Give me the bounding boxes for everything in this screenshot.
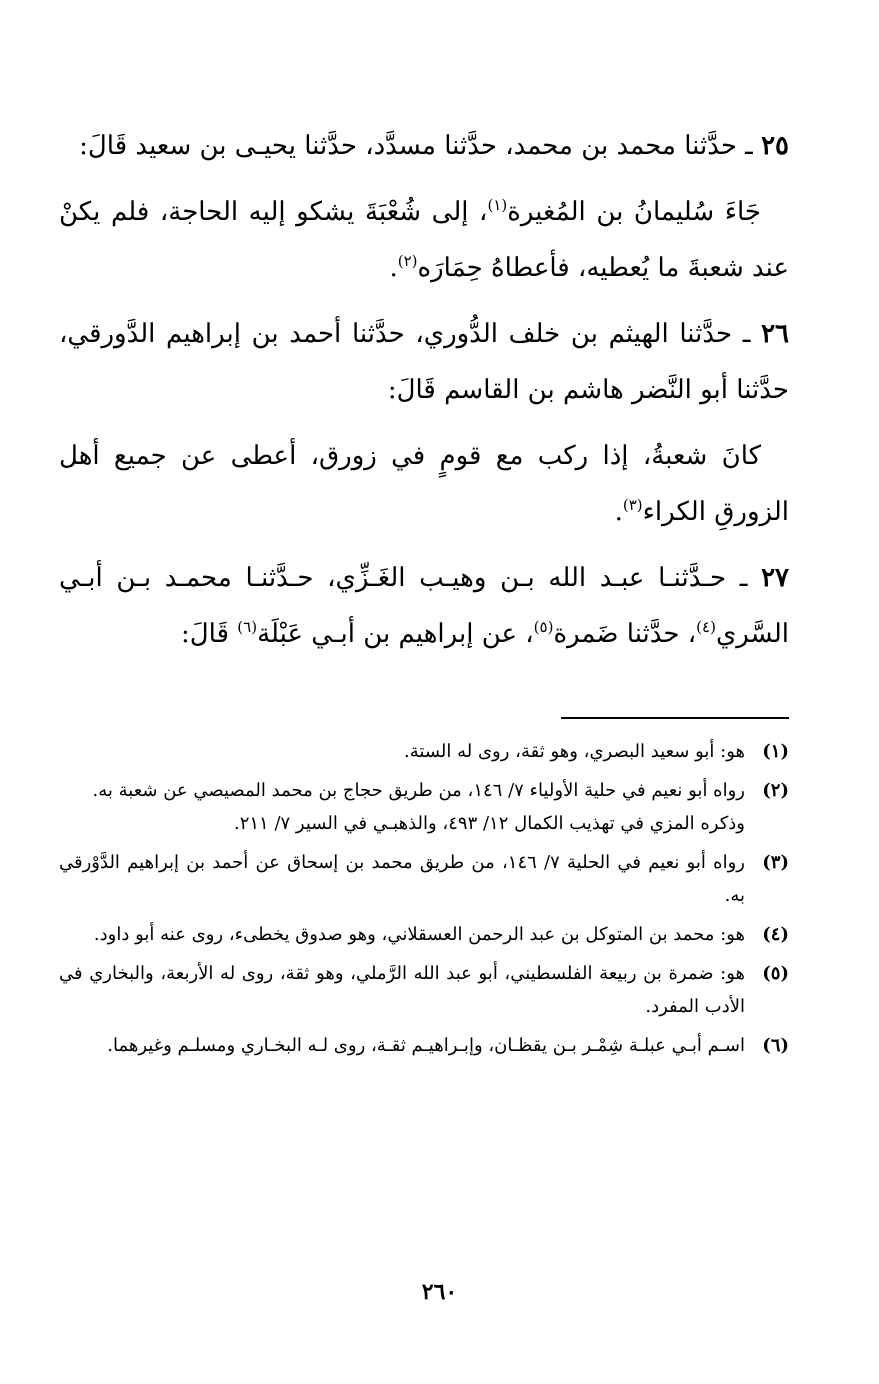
footnote-item (59, 846, 789, 912)
hadith-26-isnad (59, 306, 789, 418)
footnote-ref: (٣) (622, 496, 643, 514)
matn-text: جَاءَ سُليمانُ بن المُغيرة (507, 197, 761, 227)
hadith-number: ٢٦ (761, 319, 789, 349)
isnad-text: ـ حـدَّثنـا عبـد الله بـن وهيـب الغَـزِّي، حـدَّثنـا محمـد بـن أبـي السَّري (59, 563, 789, 649)
page-number: ٢٦٠ (421, 1279, 458, 1305)
isnad-end: قَالَ: (181, 619, 238, 649)
isnad-text: ، عن إبراهيم بن أبـي عَبْلَة (257, 619, 534, 649)
hadith-number: ٢٥ (761, 131, 789, 161)
footnote-ref: (٤) (696, 618, 716, 636)
hadith-27-isnad (59, 550, 789, 662)
footnote-ref: (١) (487, 196, 508, 214)
footnote-text: اسـم أبـي عبلـة شِمْـر بـن يقظـان، وإبـراهيـم ثقـة، روى لـه البخـاري ومسلـم وغيرهما. (107, 1035, 745, 1056)
footnote-number: (٣) (762, 852, 789, 873)
footnote-body (59, 957, 745, 1023)
footnote-text: رواه أبو نعيم في حلية الأولياء ٧/ ١٤٦، من طريق حجاج بن محمد المصيصي عن شعبة به. (92, 780, 745, 801)
footnote-text: هو: أبو سعيد البصري، وهو ثقة، روى له الستة. (404, 741, 745, 762)
footnote-item (59, 918, 789, 951)
footnote-body (59, 774, 745, 840)
footnote-text: وذكره المزي في تهذيب الكمال ١٢/ ٤٩٣، والذهبـي في السير ٧/ ٢١١. (233, 813, 745, 834)
footnote-text: رواه أبو نعيم في الحلية ٧/ ١٤٦، من طريق محمد بن إسحاق عن أحمد بن إبراهيم الدَّوْرقي به. (59, 852, 745, 906)
footnote-item (59, 1029, 789, 1062)
footnote-body (59, 1029, 745, 1062)
footnote-body (59, 735, 745, 768)
hadith-25-matn (59, 184, 789, 296)
hadith-number: ٢٧ (761, 563, 789, 593)
footnote-text: هو: محمد بن المتوكل بن عبد الرحمن العسقلاني، وهو صدوق يخطىء، روى عنه أبو داود. (93, 924, 745, 945)
hadith-26-matn (59, 428, 789, 540)
isnad-text: ـ حدَّثنا الهيثم بن خلف الدُّوري، حدَّثنا أحمد بن إبراهيم الدَّورقي، حدَّثنا أبو النَّضر هاشم بن القاسم قَالَ: (59, 319, 789, 405)
footnote-number: (١) (762, 741, 789, 762)
footnote-number: (٤) (762, 924, 789, 945)
footnote-number: (٥) (762, 963, 789, 984)
footnote-ref: (٢) (397, 252, 418, 270)
footnote-item (59, 957, 789, 1023)
footnote-body (59, 846, 745, 912)
footnote-body (59, 918, 745, 951)
matn-text: كانَ شعبةُ، إذا ركب مع قومٍ في زورق، أعطى عن جميع أهل الزورقِ الكراء (59, 441, 789, 527)
main-text (59, 118, 789, 672)
footnote-ref: (٦) (237, 618, 258, 636)
isnad-text: ـ حدَّثنا محمد بن محمد، حدَّثنا مسدَّد، حدَّثنا يحيـى بن سعيد قَالَ: (79, 131, 753, 161)
footnote-item (59, 774, 789, 840)
footnote-divider (561, 717, 789, 719)
footnote-ref: (٥) (533, 618, 554, 636)
matn-text: ، إلى شُعْبَةَ يشكو إليه الحاجة، فلم يكنْ عند شعبةَ ما يُعطيه، فأعطاهُ حِمَارَه (59, 197, 789, 283)
footnote-item (59, 735, 789, 768)
footnote-text: هو: ضمرة بن ربيعة الفلسطيني، أبو عبد الله الرَّملي، وهو ثقة، روى له الأربعة، والبخاري في الأدب المفرد. (59, 963, 745, 1017)
footnotes-section (59, 735, 789, 1068)
matn-end: . (614, 497, 623, 527)
isnad-text: ، حدَّثنا ضَمرة (553, 619, 697, 649)
footnote-number: (٦) (762, 1035, 789, 1056)
footnote-number: (٢) (762, 780, 789, 801)
hadith-25-isnad (59, 118, 789, 174)
matn-end: . (389, 253, 398, 283)
